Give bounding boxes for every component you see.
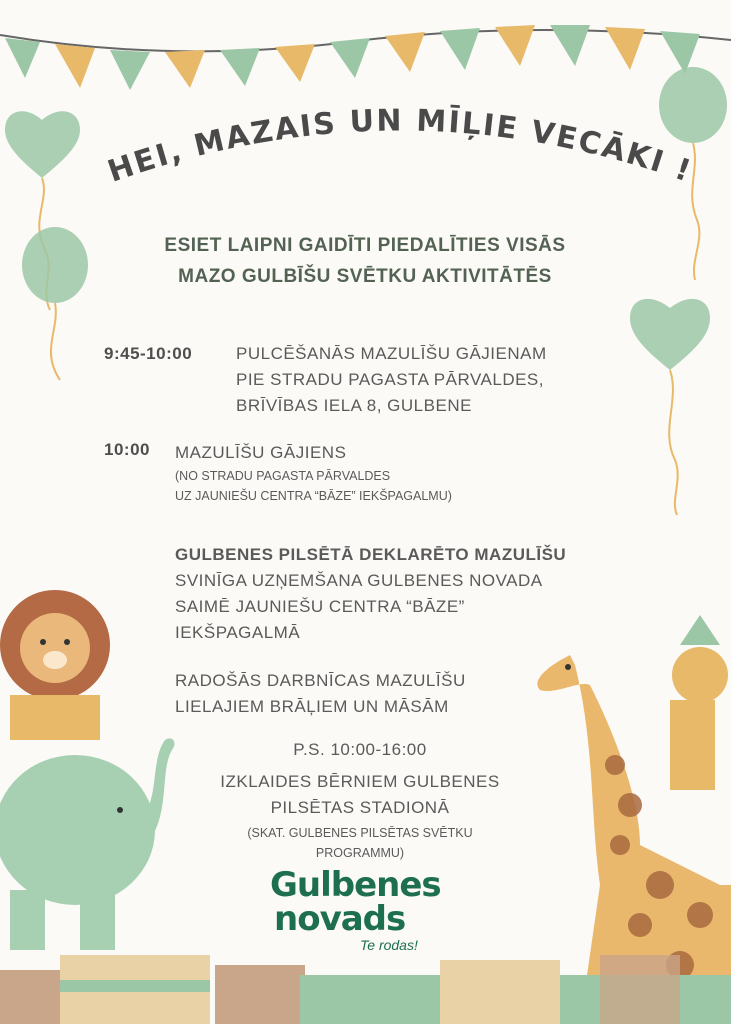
welcome-line-1: ESIET LAIPNI GAIDĪTI PIEDALĪTIES VISĀS bbox=[164, 235, 566, 256]
logo-line-1: Gulbenes bbox=[270, 865, 441, 905]
schedule-line: BRĪVĪBAS IELA 8, GULBENE bbox=[236, 396, 472, 415]
gulbenes-novads-logo bbox=[270, 865, 450, 965]
workshops-line: LIELAJIEM BRĀĻIEM UN MĀSĀM bbox=[175, 697, 449, 716]
declared-heading: GULBENES PILSĒTĀ DEKLARĒTO MAZULĪŠU bbox=[175, 545, 567, 564]
declared-block bbox=[175, 542, 566, 646]
schedule-line: PIE STRADU PAGASTA PĀRVALDES, bbox=[236, 370, 544, 389]
schedule-note: (NO STRADU PAGASTA PĀRVALDES bbox=[175, 469, 391, 483]
schedule-line: PULCĒŠANĀS MAZULĪŠU GĀJIENAM bbox=[236, 344, 547, 363]
ps-line: IZKLAIDES BĒRNIEM GULBENES bbox=[220, 772, 500, 791]
workshops-line: RADOŠĀS DARBNĪCAS MAZULĪŠU bbox=[175, 671, 466, 690]
elephant-illustration bbox=[0, 700, 180, 950]
ps-note: PROGRAMMU) bbox=[315, 846, 405, 860]
schedule-note: UZ JAUNIEŠU CENTRA “BĀZE” IEKŠPAGALMU) bbox=[175, 489, 452, 503]
ps-time: P.S. 10:00-16:00 bbox=[293, 740, 427, 759]
logo-tagline: Te rodas! bbox=[360, 937, 418, 953]
declared-line: SAIMĒ JAUNIEŠU CENTRA “BĀZE” bbox=[175, 597, 465, 616]
welcome-block bbox=[100, 230, 630, 292]
bunting-garland bbox=[0, 0, 731, 100]
headline bbox=[100, 88, 700, 198]
declared-line: IEKŠPAGALMĀ bbox=[175, 623, 301, 642]
declared-line: SVINĪGA UZŅEMŠANA GULBENES NOVADA bbox=[175, 571, 543, 590]
schedule-desc-1 bbox=[236, 341, 547, 419]
schedule-time-1: 9:45-10:00 bbox=[104, 344, 193, 363]
ps-block bbox=[175, 737, 545, 863]
headline-text: HEI, MAZAIS UN MĪĻIE VECĀKI ! bbox=[103, 103, 697, 190]
workshops-block bbox=[175, 668, 466, 720]
ps-line: PILSĒTAS STADIONĀ bbox=[270, 798, 450, 817]
logo-line-2: novads bbox=[274, 899, 406, 939]
ps-note: (SKAT. GULBENES PILSĒTAS SVĒTKU bbox=[247, 826, 473, 840]
schedule-time-2: 10:00 bbox=[104, 440, 150, 459]
welcome-line-2: MAZO GULBĪŠU SVĒTKU AKTIVITĀTĒS bbox=[178, 266, 552, 287]
schedule-title: MAZULĪŠU GĀJIENS bbox=[175, 443, 347, 462]
schedule-desc-2 bbox=[175, 440, 452, 506]
balloons-left bbox=[0, 90, 100, 390]
